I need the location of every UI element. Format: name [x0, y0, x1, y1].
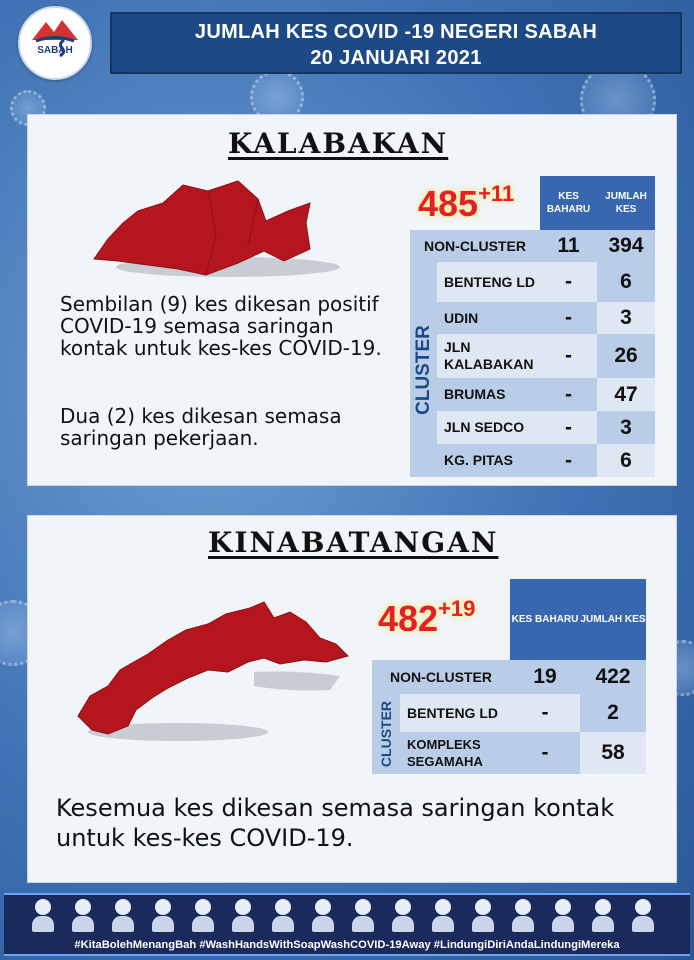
- non-cluster-label: NON-CLUSTER: [410, 230, 540, 262]
- person-icon: [32, 899, 54, 933]
- page-header: [110, 12, 682, 74]
- kinabatangan-panel: [28, 516, 676, 882]
- col-header-new: KES BAHARU: [510, 579, 580, 660]
- cluster-name: JLN KALABAKAN: [437, 334, 540, 378]
- cluster-total: 47: [597, 378, 655, 411]
- person-icon: [632, 899, 654, 933]
- person-icon: [472, 899, 494, 933]
- non-cluster-new: 11: [540, 230, 597, 262]
- health-department-logo: [18, 6, 92, 80]
- total-cases: [378, 598, 475, 640]
- non-cluster-new: 19: [510, 660, 580, 694]
- col-header-total: JUMLAH KES: [580, 579, 646, 660]
- cluster-total: 6: [597, 262, 655, 302]
- cluster-vertical-label: CLUSTER: [372, 694, 400, 774]
- person-icon: [272, 899, 294, 933]
- non-cluster-total: 394: [597, 230, 655, 262]
- cluster-new: -: [540, 302, 597, 334]
- cluster-new: -: [510, 732, 580, 774]
- cluster-name: JLN SEDCO: [437, 411, 540, 444]
- logo-mountain-icon: [20, 8, 90, 78]
- cluster-name: UDIN: [437, 302, 540, 334]
- cluster-new: -: [540, 262, 597, 302]
- cluster-name: BRUMAS: [437, 378, 540, 411]
- cluster-name: KOMPLEKS SEGAMAHA: [400, 732, 510, 774]
- kinabatangan-map: [68, 600, 358, 760]
- cluster-new: -: [540, 444, 597, 477]
- hashtags: #KitaBolehMenangBah #WashHandsWithSoapWashCOVID-19Away #LindungiDiriAndaLindungiMereka: [74, 939, 620, 951]
- new-cases-count: +19: [438, 596, 476, 621]
- description-2: Dua (2) kes dikesan semasa saringan pekerjaan.: [60, 404, 342, 450]
- cluster-new: -: [510, 694, 580, 732]
- new-cases-count: +11: [478, 181, 515, 206]
- cluster-name: BENTENG LD: [437, 262, 540, 302]
- person-icon: [72, 899, 94, 933]
- cluster-total: 3: [597, 411, 655, 444]
- cluster-new: -: [540, 411, 597, 444]
- header-title: JUMLAH KES COVID -19 NEGERI SABAH: [194, 21, 598, 43]
- district-title: KINABATANGAN: [208, 526, 499, 559]
- person-icon: [112, 899, 134, 933]
- cluster-total: 58: [580, 732, 646, 774]
- person-icon: [232, 899, 254, 933]
- cluster-total: 3: [597, 302, 655, 334]
- total-count: 482: [378, 598, 439, 639]
- description-1: Sembilan (9) kes dikesan positif COVID-19 semasa saringan kontak untuk kes-kes COVID-19.: [60, 292, 382, 360]
- cluster-new: -: [540, 334, 597, 378]
- cluster-total: 2: [580, 694, 646, 732]
- description: Kesemua kes dikesan semasa saringan kontak untuk kes-kes COVID-19.: [56, 794, 615, 852]
- header-date: 20 JANUARI 2021: [310, 47, 482, 69]
- kalabakan-map: [88, 175, 348, 285]
- col-header-new: KES BAHARU: [540, 176, 597, 230]
- person-icon: [512, 899, 534, 933]
- cluster-new: -: [540, 378, 597, 411]
- cluster-total: 26: [597, 334, 655, 378]
- person-icon: [392, 899, 414, 933]
- cluster-total: 6: [597, 444, 655, 477]
- person-icon: [312, 899, 334, 933]
- non-cluster-label: NON-CLUSTER: [372, 660, 510, 694]
- cluster-vertical-label: CLUSTER: [410, 262, 437, 477]
- district-title: KALABAKAN: [228, 127, 449, 160]
- footer-banner: [4, 893, 690, 956]
- total-cases: [418, 183, 514, 225]
- person-icon: [152, 899, 174, 933]
- col-header-total: JUMLAH KES: [597, 176, 655, 230]
- person-icon: [192, 899, 214, 933]
- person-icon: [552, 899, 574, 933]
- person-icon: [592, 899, 614, 933]
- non-cluster-total: 422: [580, 660, 646, 694]
- cluster-name: KG. PITAS: [437, 444, 540, 477]
- total-count: 485: [418, 183, 479, 224]
- kalabakan-panel: [28, 115, 676, 485]
- person-icon: [352, 899, 374, 933]
- cluster-name: BENTENG LD: [400, 694, 510, 732]
- person-icon: [432, 899, 454, 933]
- logo-text: SABAH: [37, 45, 73, 56]
